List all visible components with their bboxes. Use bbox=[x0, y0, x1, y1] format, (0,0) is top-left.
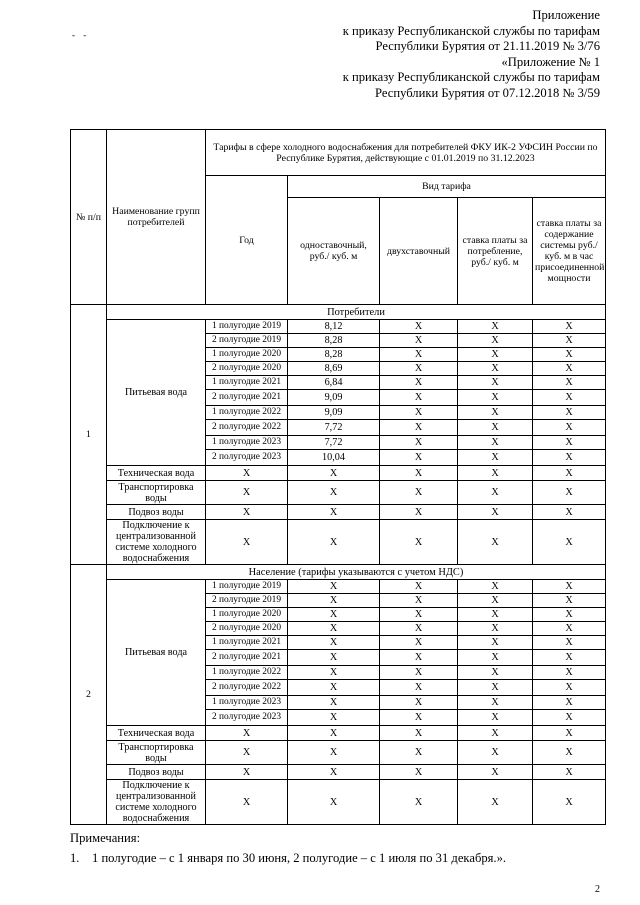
consumption-rate-cell: X bbox=[458, 594, 533, 608]
two-rate-cell: X bbox=[380, 636, 458, 650]
consumption-rate-cell: X bbox=[458, 320, 533, 334]
year-cell: X bbox=[206, 780, 288, 825]
one-rate-cell: X bbox=[288, 765, 380, 780]
one-rate-cell: X bbox=[288, 741, 380, 765]
group-name-cell: Техническая вода bbox=[107, 726, 206, 741]
period-cell: 2 полугодие 2019 bbox=[206, 334, 288, 348]
section-number: 2 bbox=[71, 565, 107, 825]
maintenance-rate-cell: X bbox=[533, 362, 606, 376]
maintenance-rate-cell: X bbox=[533, 348, 606, 362]
one-rate-cell: 10,04 bbox=[288, 450, 380, 466]
group-name-cell: Транспортировка воды bbox=[107, 741, 206, 765]
page-number: 2 bbox=[595, 884, 600, 895]
one-rate-cell: X bbox=[288, 608, 380, 622]
header-consumption-rate: ставка платы за потребление, руб./ куб. м bbox=[458, 198, 533, 305]
consumption-rate-cell: X bbox=[458, 680, 533, 696]
consumption-rate-cell: X bbox=[458, 436, 533, 450]
one-rate-cell: X bbox=[288, 726, 380, 741]
notes bbox=[70, 830, 610, 866]
one-rate-cell: 8,28 bbox=[288, 348, 380, 362]
one-rate-cell: 8,12 bbox=[288, 320, 380, 334]
maintenance-rate-cell: X bbox=[533, 320, 606, 334]
maintenance-rate-cell: X bbox=[533, 466, 606, 481]
year-cell: X bbox=[206, 466, 288, 481]
period-cell: 2 полугодие 2022 bbox=[206, 680, 288, 696]
consumption-rate-cell: X bbox=[458, 780, 533, 825]
period-cell: 2 полугодие 2022 bbox=[206, 420, 288, 436]
two-rate-cell: X bbox=[380, 450, 458, 466]
table-title: Тарифы в сфере холодного водоснабжения для потребителей ФКУ ИК-2 УФСИН России по Республике Бурятия, действующие с 01.01.2019 по 31.12.2023 bbox=[206, 130, 606, 176]
header-line: «Приложение № 1 bbox=[501, 54, 600, 69]
one-rate-cell: X bbox=[288, 594, 380, 608]
one-rate-cell: X bbox=[288, 520, 380, 565]
consumption-rate-cell: X bbox=[458, 580, 533, 594]
consumption-rate-cell: X bbox=[458, 362, 533, 376]
group-name-cell: Подключение к централизованной системе холодного водоснабжения bbox=[107, 780, 206, 825]
section-title: Потребители bbox=[107, 305, 606, 320]
one-rate-cell: X bbox=[288, 622, 380, 636]
maintenance-rate-cell: X bbox=[533, 622, 606, 636]
maintenance-rate-cell: X bbox=[533, 580, 606, 594]
two-rate-cell: X bbox=[380, 520, 458, 565]
two-rate-cell: X bbox=[380, 505, 458, 520]
maintenance-rate-cell: X bbox=[533, 741, 606, 765]
maintenance-rate-cell: X bbox=[533, 334, 606, 348]
header-line: к приказу Республиканской службы по тарифам bbox=[342, 23, 600, 38]
maintenance-rate-cell: X bbox=[533, 481, 606, 505]
maintenance-rate-cell: X bbox=[533, 696, 606, 710]
two-rate-cell: X bbox=[380, 320, 458, 334]
header-num: № п/п bbox=[71, 130, 107, 305]
maintenance-rate-cell: X bbox=[533, 505, 606, 520]
consumption-rate-cell: X bbox=[458, 420, 533, 436]
period-cell: 1 полугодие 2021 bbox=[206, 636, 288, 650]
period-cell: 1 полугодие 2022 bbox=[206, 406, 288, 420]
two-rate-cell: X bbox=[380, 726, 458, 741]
section-title-row bbox=[71, 565, 606, 580]
section-title-row bbox=[71, 305, 606, 320]
two-rate-cell: X bbox=[380, 622, 458, 636]
two-rate-cell: X bbox=[380, 481, 458, 505]
two-rate-cell: X bbox=[380, 680, 458, 696]
document-header bbox=[280, 8, 600, 102]
consumption-rate-cell: X bbox=[458, 406, 533, 420]
table-row bbox=[71, 741, 606, 765]
period-cell: 2 полугодие 2023 bbox=[206, 450, 288, 466]
one-rate-cell: X bbox=[288, 636, 380, 650]
table-row bbox=[71, 765, 606, 780]
header-line: Республики Бурятия от 21.11.2019 № 3/76 bbox=[375, 39, 600, 54]
maintenance-rate-cell: X bbox=[533, 650, 606, 666]
tariff-table bbox=[70, 129, 606, 825]
one-rate-cell: X bbox=[288, 466, 380, 481]
maintenance-rate-cell: X bbox=[533, 376, 606, 390]
section-number: 1 bbox=[71, 305, 107, 565]
maintenance-rate-cell: X bbox=[533, 406, 606, 420]
period-cell: 1 полугодие 2020 bbox=[206, 608, 288, 622]
one-rate-cell: X bbox=[288, 481, 380, 505]
consumption-rate-cell: X bbox=[458, 334, 533, 348]
header-line: Республики Бурятия от 07.12.2018 № 3/59 bbox=[375, 85, 600, 100]
consumption-rate-cell: X bbox=[458, 608, 533, 622]
maintenance-rate-cell: X bbox=[533, 390, 606, 406]
one-rate-cell: 7,72 bbox=[288, 436, 380, 450]
consumption-rate-cell: X bbox=[458, 741, 533, 765]
maintenance-rate-cell: X bbox=[533, 450, 606, 466]
maintenance-rate-cell: X bbox=[533, 594, 606, 608]
two-rate-cell: X bbox=[380, 334, 458, 348]
maintenance-rate-cell: X bbox=[533, 436, 606, 450]
maintenance-rate-cell: X bbox=[533, 680, 606, 696]
two-rate-cell: X bbox=[380, 376, 458, 390]
two-rate-cell: X bbox=[380, 420, 458, 436]
period-cell: 1 полугодие 2020 bbox=[206, 348, 288, 362]
two-rate-cell: X bbox=[380, 466, 458, 481]
notes-title: Примечания: bbox=[70, 831, 141, 845]
two-rate-cell: X bbox=[380, 608, 458, 622]
consumption-rate-cell: X bbox=[458, 505, 533, 520]
consumption-rate-cell: X bbox=[458, 696, 533, 710]
one-rate-cell: X bbox=[288, 696, 380, 710]
section-title: Население (тарифы указываются с учетом НДС) bbox=[107, 565, 606, 580]
consumption-rate-cell: X bbox=[458, 450, 533, 466]
group-name-cell: Техническая вода bbox=[107, 466, 206, 481]
group-name-cell: Подвоз воды bbox=[107, 765, 206, 780]
period-cell: 2 полугодие 2021 bbox=[206, 650, 288, 666]
period-cell: 1 полугодие 2023 bbox=[206, 696, 288, 710]
maintenance-rate-cell: X bbox=[533, 780, 606, 825]
consumption-rate-cell: X bbox=[458, 636, 533, 650]
two-rate-cell: X bbox=[380, 390, 458, 406]
maintenance-rate-cell: X bbox=[533, 726, 606, 741]
two-rate-cell: X bbox=[380, 780, 458, 825]
group-drinking-water: Питьевая вода bbox=[107, 320, 206, 466]
two-rate-cell: X bbox=[380, 406, 458, 420]
one-rate-cell: 9,09 bbox=[288, 390, 380, 406]
one-rate-cell: X bbox=[288, 650, 380, 666]
period-cell: 2 полугодие 2020 bbox=[206, 362, 288, 376]
one-rate-cell: X bbox=[288, 710, 380, 726]
one-rate-cell: X bbox=[288, 666, 380, 680]
two-rate-cell: X bbox=[380, 710, 458, 726]
two-rate-cell: X bbox=[380, 348, 458, 362]
period-cell: 2 полугодие 2023 bbox=[206, 710, 288, 726]
period-cell: 1 полугодие 2022 bbox=[206, 666, 288, 680]
period-cell: 1 полугодие 2021 bbox=[206, 376, 288, 390]
table-row bbox=[71, 580, 606, 594]
period-cell: 2 полугодие 2020 bbox=[206, 622, 288, 636]
one-rate-cell: 6,84 bbox=[288, 376, 380, 390]
consumption-rate-cell: X bbox=[458, 520, 533, 565]
two-rate-cell: X bbox=[380, 650, 458, 666]
one-rate-cell: X bbox=[288, 505, 380, 520]
consumption-rate-cell: X bbox=[458, 348, 533, 362]
maintenance-rate-cell: X bbox=[533, 666, 606, 680]
note-item bbox=[70, 850, 610, 866]
table-row bbox=[71, 320, 606, 334]
year-cell: X bbox=[206, 726, 288, 741]
header-line: Приложение bbox=[532, 8, 600, 22]
one-rate-cell: 8,69 bbox=[288, 362, 380, 376]
header-two-rate: двухставочный bbox=[380, 198, 458, 305]
group-name-cell: Транспортировка воды bbox=[107, 481, 206, 505]
maintenance-rate-cell: X bbox=[533, 420, 606, 436]
maintenance-rate-cell: X bbox=[533, 608, 606, 622]
year-cell: X bbox=[206, 505, 288, 520]
period-cell: 2 полугодие 2019 bbox=[206, 594, 288, 608]
table-row bbox=[71, 726, 606, 741]
two-rate-cell: X bbox=[380, 594, 458, 608]
consumption-rate-cell: X bbox=[458, 390, 533, 406]
consumption-rate-cell: X bbox=[458, 650, 533, 666]
group-drinking-water: Питьевая вода bbox=[107, 580, 206, 726]
one-rate-cell: 9,09 bbox=[288, 406, 380, 420]
two-rate-cell: X bbox=[380, 580, 458, 594]
period-cell: 1 полугодие 2019 bbox=[206, 580, 288, 594]
table-row bbox=[71, 780, 606, 825]
header-maintenance-rate: ставка платы за содержание системы руб./куб. м в час присоединенной мощности bbox=[533, 198, 606, 305]
group-name-cell: Подключение к централизованной системе холодного водоснабжения bbox=[107, 520, 206, 565]
header-one-rate: одноставочный, руб./ куб. м bbox=[288, 198, 380, 305]
one-rate-cell: 7,72 bbox=[288, 420, 380, 436]
consumption-rate-cell: X bbox=[458, 666, 533, 680]
consumption-rate-cell: X bbox=[458, 765, 533, 780]
period-cell: 2 полугодие 2021 bbox=[206, 390, 288, 406]
one-rate-cell: X bbox=[288, 780, 380, 825]
table-row bbox=[71, 505, 606, 520]
consumption-rate-cell: X bbox=[458, 726, 533, 741]
consumption-rate-cell: X bbox=[458, 481, 533, 505]
consumption-rate-cell: X bbox=[458, 376, 533, 390]
two-rate-cell: X bbox=[380, 362, 458, 376]
header-group: Наименование групп потребителей bbox=[107, 130, 206, 305]
consumption-rate-cell: X bbox=[458, 622, 533, 636]
header-line: к приказу Республиканской службы по тарифам bbox=[342, 70, 600, 85]
table-row bbox=[71, 466, 606, 481]
two-rate-cell: X bbox=[380, 741, 458, 765]
table-row bbox=[71, 481, 606, 505]
corner-mark: - - bbox=[72, 30, 90, 40]
period-cell: 1 полугодие 2019 bbox=[206, 320, 288, 334]
table-row bbox=[71, 520, 606, 565]
header-year: Год bbox=[206, 176, 288, 305]
two-rate-cell: X bbox=[380, 436, 458, 450]
year-cell: X bbox=[206, 765, 288, 780]
header-tariff-type: Вид тарифа bbox=[288, 176, 606, 198]
maintenance-rate-cell: X bbox=[533, 710, 606, 726]
two-rate-cell: X bbox=[380, 696, 458, 710]
year-cell: X bbox=[206, 481, 288, 505]
maintenance-rate-cell: X bbox=[533, 520, 606, 565]
year-cell: X bbox=[206, 741, 288, 765]
maintenance-rate-cell: X bbox=[533, 636, 606, 650]
note-number: 1. bbox=[70, 851, 80, 865]
year-cell: X bbox=[206, 520, 288, 565]
maintenance-rate-cell: X bbox=[533, 765, 606, 780]
group-name-cell: Подвоз воды bbox=[107, 505, 206, 520]
note-text: 1 полугодие – с 1 января по 30 июня, 2 полугодие – с 1 июля по 31 декабря.». bbox=[92, 851, 507, 865]
two-rate-cell: X bbox=[380, 666, 458, 680]
one-rate-cell: 8,28 bbox=[288, 334, 380, 348]
period-cell: 1 полугодие 2023 bbox=[206, 436, 288, 450]
one-rate-cell: X bbox=[288, 580, 380, 594]
one-rate-cell: X bbox=[288, 680, 380, 696]
consumption-rate-cell: X bbox=[458, 466, 533, 481]
consumption-rate-cell: X bbox=[458, 710, 533, 726]
two-rate-cell: X bbox=[380, 765, 458, 780]
